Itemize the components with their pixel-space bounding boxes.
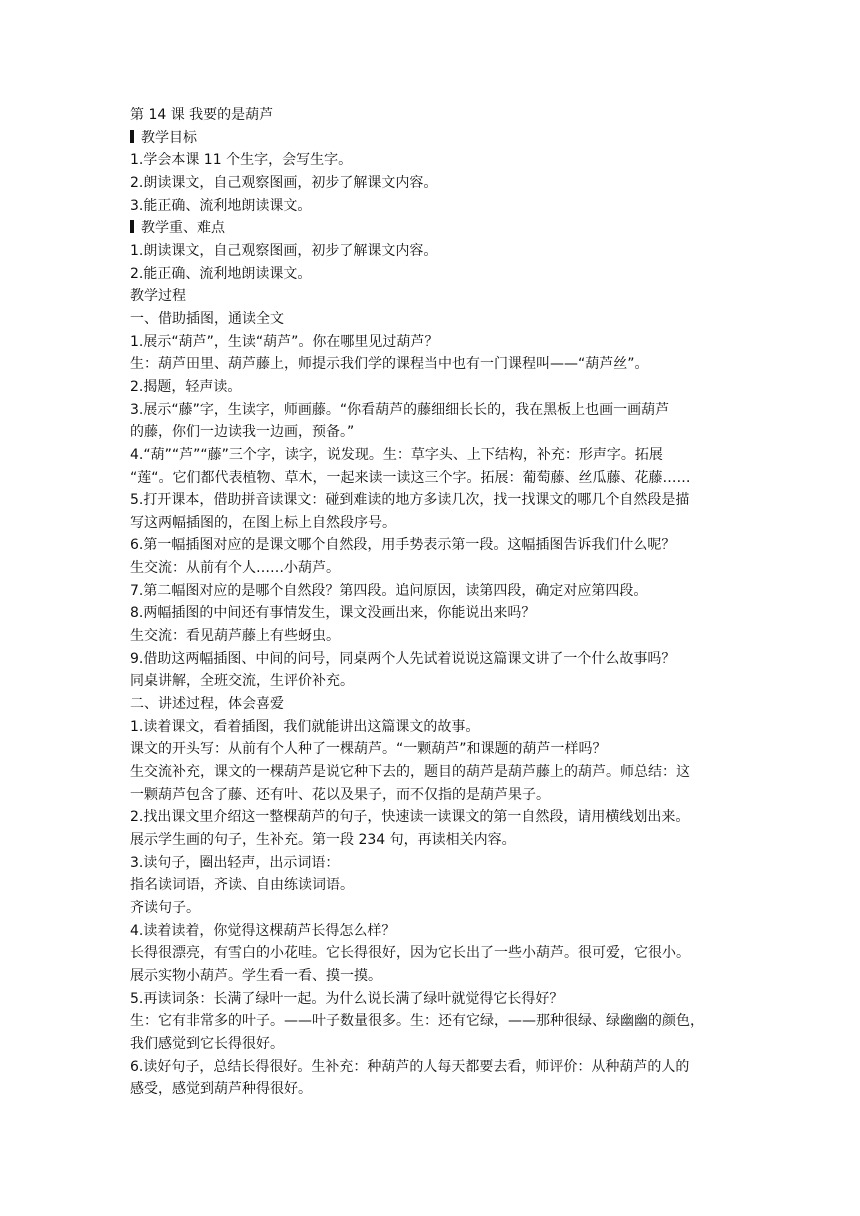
line-text: 生：葫芦田里、葫芦藤上，师提示我们学的课程当中也有一门课程叫——“葫芦丝”。 [130,356,649,373]
text-line [130,353,736,376]
text-line [130,1056,736,1079]
text-line [130,1010,736,1033]
text-line [130,965,736,988]
line-text: 同桌讲解，全班交流，生评价补充。 [130,673,354,690]
line-text: 7.第二幅图对应的是哪个自然段？第四段。追问原因，读第四段，确定对应第四段。 [130,582,648,599]
line-text: 2.朗读课文，自己观察图画，初步了解课文内容。 [130,174,438,191]
document-body [130,104,736,1101]
line-text: 课文的开头写：从前有个人种了一棵葫芦。“一颗葫芦”和课题的葫芦一样吗？ [130,741,607,758]
line-text: 教学重、难点 [141,220,225,237]
text-line [130,625,736,648]
line-text: 3.能正确、流利地朗读课文。 [130,197,312,214]
text-line [130,263,736,286]
text-line [130,988,736,1011]
text-line [130,852,736,875]
line-text: 3.展示“藤”字，生读字，师画藤。“你看葫芦的藤细细长长的，我在黑板上也画一画葫芦 [130,401,670,418]
text-line [130,761,736,784]
line-text: 2.找出课文里介绍这一整棵葫芦的句子，快速读一读课文的第一自然段，请用横线划出来。 [130,809,690,826]
text-line [130,376,736,399]
text-line [130,285,736,308]
text-line [130,874,736,897]
text-line [130,829,736,852]
line-text: 一、借助插图，通读全文 [130,310,284,327]
line-text: 1.展示“葫芦”，生读“葫芦”。你在哪里见过葫芦？ [130,333,439,350]
text-line [130,670,736,693]
text-line [130,308,736,331]
line-text: 一颗葫芦包含了藤、还有叶、花以及果子，而不仅指的是葫芦果子。 [130,786,550,803]
section-heading [130,127,736,150]
line-text: 生：它有非常多的叶子。——叶子数量很多。生：还有它绿，——那种很绿、绿幽幽的颜色， [130,1013,704,1030]
line-text: 3.读句子，圈出轻声，出示词语： [130,854,340,871]
line-text: 教学过程 [130,288,186,305]
line-text: 我们感觉到它长得很好。 [130,1035,284,1052]
text-line [130,648,736,671]
text-line [130,534,736,557]
text-line [130,1078,736,1101]
heading-marker [130,220,134,233]
line-text: 6.第一幅插图对应的是课文哪个自然段，用手势表示第一段。这幅插图告诉我们什么呢？ [130,537,676,554]
line-text: “莲“。它们都代表植物、草木，一起来读一读这三个字。拓展：葡萄藤、丝瓜藤、花藤…… [130,469,691,486]
text-line [130,557,736,580]
text-line [130,942,736,965]
line-text: 指名读词语，齐读、自由练读词语。 [130,877,354,894]
text-line [130,195,736,218]
text-line [130,602,736,625]
text-line [130,806,736,829]
text-line [130,738,736,761]
line-text: 教学目标 [141,129,197,146]
text-line [130,399,736,422]
line-text: 写这两幅插图的，在图上标上自然段序号。 [130,514,396,531]
text-line [130,421,736,444]
line-text: 2.揭题，轻声读。 [130,378,242,395]
line-text: 4.“葫”“芦”“藤”三个字，读字，说发现。生：草字头、上下结构，补充：形声字。拓展 [130,446,663,463]
line-text: 9.借助这两幅插图、中间的问号，同桌两个人先试着说说这篇课文讲了一个什么故事吗？ [130,650,676,667]
line-text: 2.能正确、流利地朗读课文。 [130,265,312,282]
text-line [130,331,736,354]
line-text: 1.读着课文，看着插图，我们就能讲出这篇课文的故事。 [130,718,480,735]
line-text: 齐读句子。 [130,899,200,916]
line-text: 展示学生画的句子，生补充。第一段 234 句，再读相关内容。 [130,832,516,848]
text-line [130,784,736,807]
text-line [130,172,736,195]
text-line [130,240,736,263]
line-text: 感受，感觉到葫芦种得很好。 [130,1081,312,1098]
text-line [130,467,736,490]
text-line [130,489,736,512]
text-line [130,1033,736,1056]
text-line [130,444,736,467]
text-line [130,580,736,603]
line-text: 的藤，你们一边读我一边画，预备。” [130,424,355,441]
line-text: 展示实物小葫芦。学生看一看、摸一摸。 [130,967,382,984]
line-text: 1.朗读课文，自己观察图画，初步了解课文内容。 [130,242,438,259]
line-text: 生交流补充，课文的一棵葫芦是说它种下去的，题目的葫芦是葫芦藤上的葫芦。师总结：这 [130,764,690,781]
lesson-title [130,104,736,127]
line-text: 1.学会本课 11 个生字，会写生字。 [130,152,353,169]
line-text: 二、讲述过程，体会喜爱 [130,696,284,713]
line-text: 6.读好句子，总结长得很好。生补充：种葫芦的人每天都要去看，师评价：从种葫芦的人的 [130,1058,690,1075]
heading-marker [130,130,134,143]
line-text: 第 14 课 我要的是葫芦 [130,107,274,123]
line-text: 8.两幅插图的中间还有事情发生，课文没画出来，你能说出来吗？ [130,605,536,622]
line-text: 5.再读词条：长满了绿叶一起。为什么说长满了绿叶就觉得它长得好？ [130,990,564,1007]
text-line [130,693,736,716]
section-heading [130,217,736,240]
text-line [130,149,736,172]
line-text: 长得很漂亮，有雪白的小花哇。它长得很好，因为它长出了一些小葫芦。很可爱，它很小。 [130,945,690,962]
line-text: 生交流：从前有个人……小葫芦。 [130,560,340,577]
text-line [130,897,736,920]
line-text: 生交流：看见葫芦藤上有些蚜虫。 [130,628,340,645]
line-text: 5.打开课本，借助拼音读课文：碰到难读的地方多读几次，找一找课文的哪几个自然段是描 [130,492,690,509]
text-line [130,920,736,943]
line-text: 4.读着读着，你觉得这棵葫芦长得怎么样？ [130,922,396,939]
text-line [130,512,736,535]
text-line [130,716,736,739]
